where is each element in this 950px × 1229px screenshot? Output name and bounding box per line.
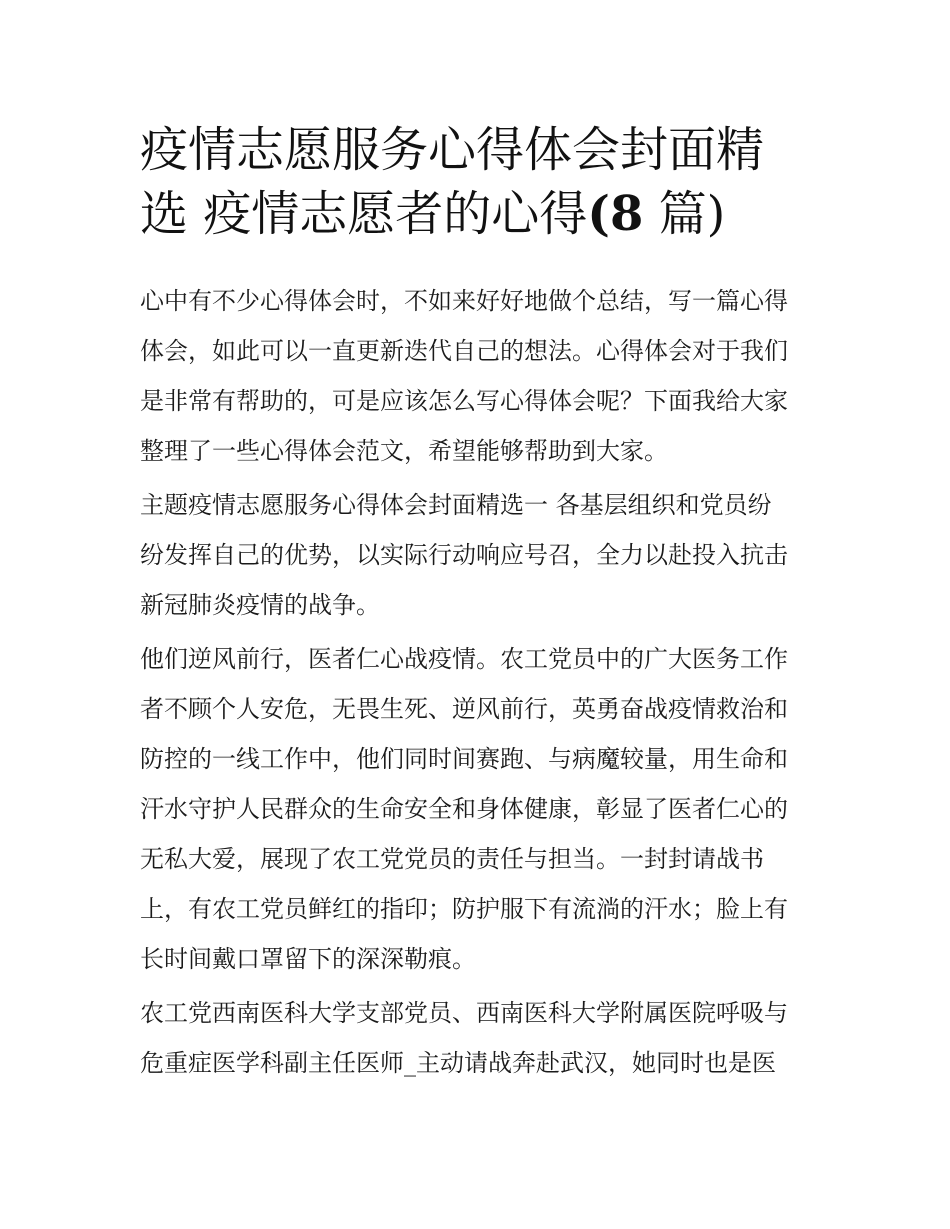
document-body <box>140 278 820 1094</box>
text-line: 体会，如此可以一直更新迭代自己的想法。心得体会对于我们 <box>140 337 788 365</box>
document-title <box>140 118 830 246</box>
text-line: 纷发挥自己的优势，以实际行动响应号召，全力以赴投入抗击 <box>140 541 788 569</box>
text-line: 上，有农工党员鲜红的指印；防护服下有流淌的汗水；脸上有 <box>140 895 788 923</box>
title-line-2: 选 疫情志愿者的心得(8 篇) <box>140 186 726 242</box>
title-line-1: 疫情志愿服务心得体会封面精 <box>140 122 765 178</box>
text-line: 心中有不少心得体会时，不如来好好地做个总结，写一篇心得 <box>140 287 788 315</box>
text-line: 农工党西南医科大学支部党员、西南医科大学附属医院呼吸与 <box>140 999 788 1027</box>
text-line: 防控的一线工作中，他们同时间赛跑、与病魔较量，用生命和 <box>140 745 788 773</box>
paragraph-southwest <box>140 990 820 1090</box>
text-line: 主题疫情志愿服务心得体会封面精选一 各基层组织和党员纷 <box>140 491 772 519</box>
paragraph-topic <box>140 482 820 632</box>
text-line: 者不顾个人安危，无畏生死、逆风前行，英勇奋战疫情救治和 <box>140 695 788 723</box>
text-line: 他们逆风前行，医者仁心战疫情。农工党员中的广大医务工作 <box>140 645 788 673</box>
paragraph-frontline <box>140 636 820 986</box>
text-line: 长时间戴口罩留下的深深勒痕。 <box>140 945 476 973</box>
text-line: 汗水守护人民群众的生命安全和身体健康，彰显了医者仁心的 <box>140 795 788 823</box>
text-line: 整理了一些心得体会范文，希望能够帮助到大家。 <box>140 437 668 465</box>
text-line: 新冠肺炎疫情的战争。 <box>140 591 380 619</box>
paragraph-intro <box>140 278 820 478</box>
text-line: 是非常有帮助的，可是应该怎么写心得体会呢？下面我给大家 <box>140 387 788 415</box>
text-line: 无私大爱，展现了农工党党员的责任与担当。一封封请战书 <box>140 845 764 873</box>
text-line: 危重症医学科副主任医师_主动请战奔赴武汉，她同时也是医 <box>140 1049 776 1077</box>
